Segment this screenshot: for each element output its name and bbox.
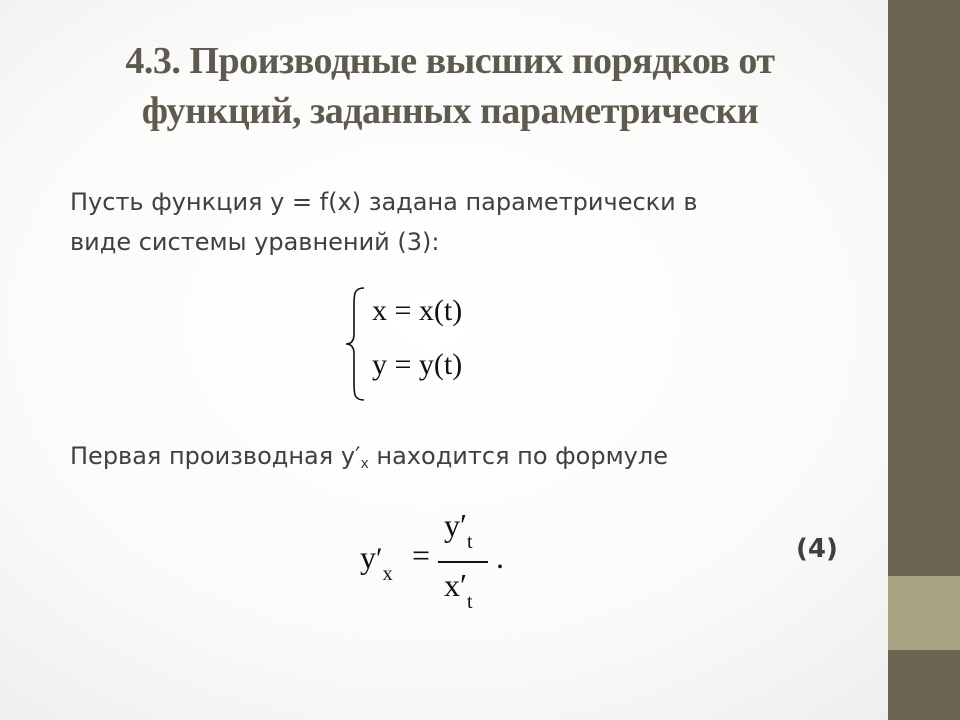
left-brace: [344, 286, 368, 402]
slide-title-line-1: 4.3. Производные высших порядков от: [125, 40, 775, 82]
inline-derivative: [341, 442, 369, 470]
formula-numerator: [444, 507, 473, 553]
denominator-prime: ′: [460, 567, 467, 603]
sidebar-accent-middle: [888, 576, 960, 650]
denominator-subscript: t: [467, 591, 473, 613]
intro-paragraph: [70, 182, 870, 262]
formula-lhs: [360, 539, 393, 585]
formula-equals: =: [412, 537, 431, 573]
sidebar-accent-top: [888, 0, 960, 576]
derivative-formula: [356, 505, 556, 615]
intro-line-2: виде системы уравнений (3):: [70, 228, 440, 256]
formula-denominator: [444, 567, 473, 613]
slide-title: [40, 36, 860, 136]
system-equation-y: y = y(t): [372, 348, 463, 381]
equation-system: [336, 286, 536, 402]
fraction-bar: [438, 561, 488, 563]
formula-lhs-subscript: x: [382, 563, 393, 585]
numerator-base: y: [444, 507, 460, 543]
derivative-paragraph: [70, 436, 870, 484]
formula-lhs-prime: ′: [376, 542, 383, 575]
intro-line-1: Пусть функция y = f(x) задана параметрически в: [70, 188, 698, 216]
formula-period: .: [496, 539, 504, 575]
denominator-base: x: [444, 567, 460, 603]
derivative-text-after: находится по формуле: [368, 442, 668, 470]
system-equation-x: x = x(t): [372, 294, 463, 327]
numerator-prime: ′: [460, 507, 467, 543]
inline-derivative-subscript: x: [360, 456, 369, 472]
inline-derivative-base: y′: [340, 442, 361, 470]
equation-number: (4): [796, 534, 838, 564]
sidebar-accent-bottom: [888, 650, 960, 720]
formula-lhs-base: y: [360, 539, 376, 575]
slide-title-line-2: функций, заданных параметрически: [141, 90, 759, 132]
numerator-subscript: t: [467, 531, 473, 553]
derivative-text-before: Первая производная: [70, 442, 341, 470]
